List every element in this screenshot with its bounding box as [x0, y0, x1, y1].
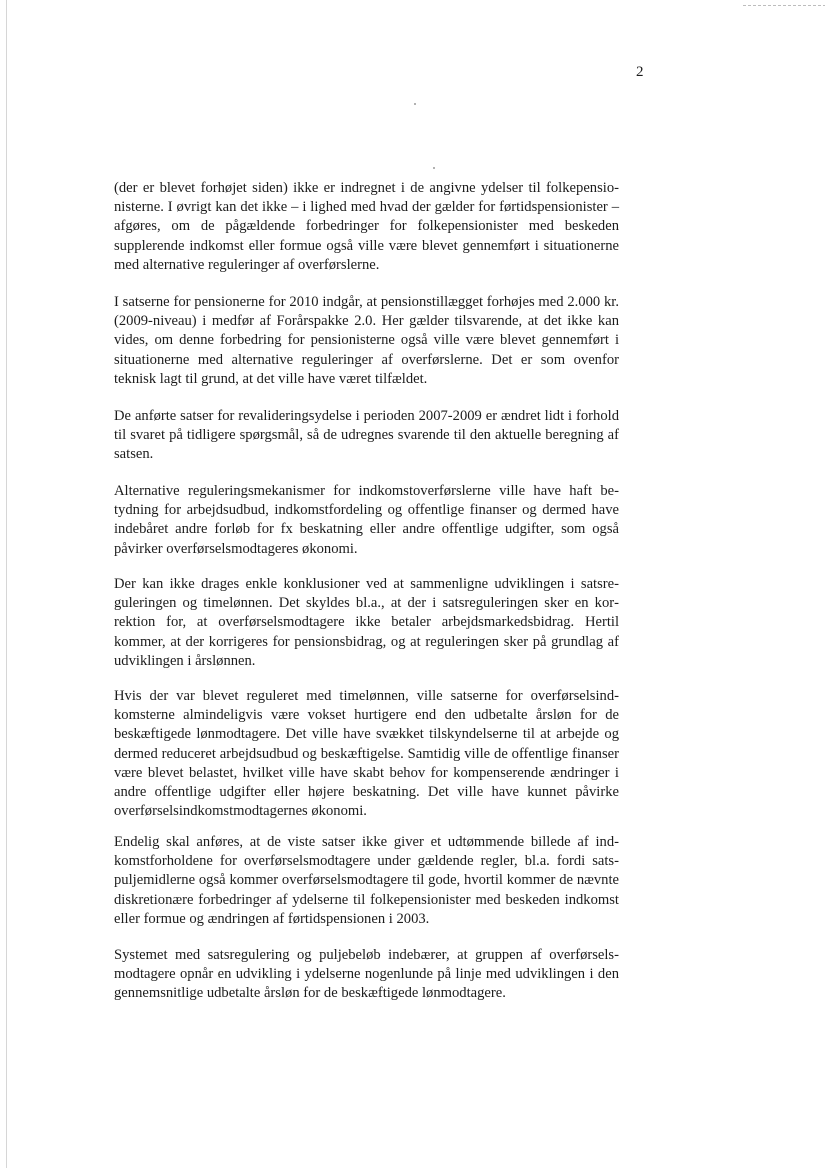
scan-speck [433, 167, 435, 169]
paragraph-rate-pool-funds: Endelig skal anføres, at de viste satser ikke giver et udtømmende billede af indkomstforholdene for overførselsmodtagere under gældende regler, bl.a. fordi satspuljemidlerne også kommer overførselsmodtagere til gode, hvortil kommer de nævnte diskretionære forbedringer af ydelserne til folkepensionister med beskeden indkomst eller formue og ændringen af førtidspensionen i 2003. [114, 834, 619, 927]
scan-top-edge [743, 5, 825, 6]
paragraph-hourly-wage-regulation: Hvis der var blevet reguleret med timelønnen, ville satserne for overførselsindkomsterne almindeligvis være vokset hurtigere end den udbetalte årsløn for de beskæftigede lønmodtagere. Det ville have svækket tilskyndelserne til at arbejde og dermed reduceret arbejdsudbud og beskæftigelse. Samtidig ville de offentlige finanser være blevet belastet, hvilket ville have skabt behov for kompenserende ændringer i andre offentlige udgifter eller højere beskatning. Det ville have kunnet påvirke overførselsindkomstmodtagernes økonomi. [114, 688, 619, 820]
page-number: 2 [636, 64, 644, 80]
paragraph-no-simple-conclusions: Der kan ikke drages enkle konklusioner ved at sammenligne udviklingen i satsreguleringen og timelønnen. Det skyldes bl.a., at der i satsreguleringen sker en korrektion for, at overførselsmodtagere ikke betaler arbejdsmarkedsbidrag. Hertil kommer, at der korrigeres for pensionsbidrag, og at reguleringen sker på grundlag af udviklingen i årslønnen. [114, 576, 619, 669]
paragraph-system-summary: Systemet med satsregulering og puljebeløb indebærer, at gruppen af overførselsmodtagere opnår en udvikling i ydelserne nogenlunde på linje med udviklingen i den gennemsnitlige udbetalte årsløn for de beskæftigede lønmodtagere. [114, 947, 619, 1002]
paragraph-2010-rates: I satserne for pensionerne for 2010 indgår, at pensionstillægget forhøjes med 2.000 kr. (2009-niveau) i medfør af Forårspakke 2.0. Her gælder tilsvarende, at det ikke kan vides, om denne forbedring for pensionisterne også ville være blevet gennemført i situationerne med alternative reguleringer af overførslerne. Det er som ovenfor teknisk lagt til grund, at det ville have været tilfældet. [114, 294, 619, 387]
paragraph-alternative-mechanisms: Alternative reguleringsmekanismer for indkomstoverførslerne ville have haft betydning for arbejdsudbud, indkomstfordeling og offentlige finanser og dermed have indebåret andre forløb for fx beskatning eller andre offentlige udgifter, som også påvirker overførselsmodtageres økonomi. [114, 483, 619, 557]
scan-left-edge [6, 0, 7, 1168]
paragraph-pension-improvements: (der er blevet forhøjet siden) ikke er indregnet i de angivne ydelser til folkepensionisterne. I øvrigt kan det ikke – i lighed med hvad der gælder for førtidspensionister – afgøres, om de pågældende forbedringer for folkepensionister med beskeden supplerende indkomst eller formue også ville være blevet gennemført i situationerne med alternative reguleringer af overførslerne. [114, 180, 619, 273]
paragraph-rehabilitation-benefit: De anførte satser for revalideringsydelse i perioden 2007-2009 er ændret lidt i forhold til svaret på tidligere spørgsmål, så de udregnes svarende til den aktuelle beregning af satsen. [114, 408, 619, 463]
scan-speck [414, 103, 416, 105]
